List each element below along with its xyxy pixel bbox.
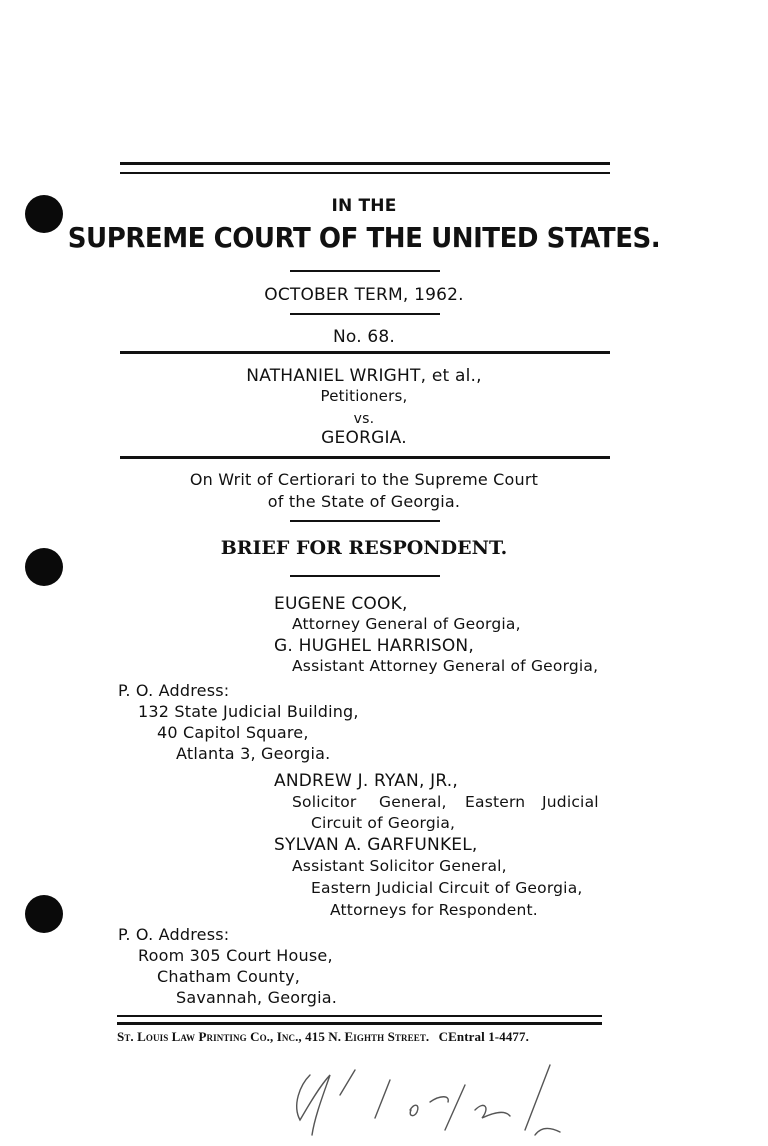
- top-rule-thick: [120, 162, 610, 165]
- address2-line3: Savannah, Georgia.: [176, 988, 338, 1007]
- counsel-name-cook: EUGENE COOK,: [274, 594, 408, 614]
- counsel-name-harrison: G. HUGHEL HARRISON,: [274, 636, 474, 656]
- bottom-rule-thin: [117, 1015, 602, 1017]
- versus: vs.: [353, 411, 375, 427]
- counsel-title-ryan-word1: Solicitor: [292, 793, 357, 811]
- address2-line2: Chatham County,: [157, 967, 301, 986]
- attorneys-for-respondent: Attorneys for Respondent.: [330, 901, 538, 919]
- brief-title: BRIEF FOR RESPONDENT.: [220, 537, 508, 559]
- counsel-title-cook: Attorney General of Georgia,: [292, 615, 521, 633]
- handwritten-pencil-marks: [270, 1040, 600, 1140]
- writ-line1: On Writ of Certiorari to the Supreme Court: [189, 470, 539, 489]
- rule-under-brief-title: [290, 575, 440, 577]
- top-rule-thin: [120, 172, 610, 174]
- case-number: No. 68.: [332, 327, 396, 347]
- address1-line3: Atlanta 3, Georgia.: [176, 744, 331, 763]
- respondent-name: GEORGIA.: [321, 428, 407, 448]
- counsel-name-ryan: ANDREW J. RYAN, JR.,: [274, 771, 458, 791]
- rule-under-term: [290, 313, 440, 315]
- counsel-title-ryan-word3: Eastern: [465, 793, 526, 811]
- term: OCTOBER TERM, 1962.: [264, 285, 464, 305]
- counsel-title-garfunkel: Assistant Solicitor General,: [292, 857, 507, 875]
- petitioner-name: NATHANIEL WRIGHT, et al.,: [246, 366, 482, 386]
- address2-line1: Room 305 Court House,: [138, 946, 333, 965]
- writ-line2: of the State of Georgia.: [267, 492, 461, 511]
- petitioner-role: Petitioners,: [320, 387, 408, 405]
- rule-under-writ: [290, 520, 440, 522]
- court-name: SUPREME COURT OF THE UNITED STATES.: [67, 221, 661, 254]
- counsel-title-ryan-word2: General,: [379, 793, 447, 811]
- counsel-title-garfunkel-line2: Eastern Judicial Circuit of Georgia,: [311, 879, 583, 897]
- rule-above-parties: [120, 351, 610, 354]
- address1-label: P. O. Address:: [118, 681, 230, 700]
- binder-hole-bottom: [25, 895, 63, 933]
- printer-company: St. Louis Law Printing Co., Inc., 415 N. Eighth Street.: [117, 1029, 430, 1044]
- address1-line2: 40 Capitol Square,: [157, 723, 309, 742]
- address2-label: P. O. Address:: [118, 925, 230, 944]
- counsel-title-harrison: Assistant Attorney General of Georgia,: [292, 657, 599, 675]
- rule-below-parties: [120, 456, 610, 459]
- printer-phone: CEntral 1-4477.: [438, 1029, 529, 1044]
- rule-under-court: [290, 270, 440, 272]
- counsel-title-ryan-word4: Judicial: [542, 793, 599, 811]
- in-the-heading: IN THE: [331, 196, 397, 216]
- address1-line1: 132 State Judicial Building,: [138, 702, 359, 721]
- counsel-title-ryan-line2: Circuit of Georgia,: [311, 814, 456, 832]
- bottom-rule-thick: [117, 1022, 602, 1025]
- counsel-name-garfunkel: SYLVAN A. GARFUNKEL,: [274, 835, 478, 855]
